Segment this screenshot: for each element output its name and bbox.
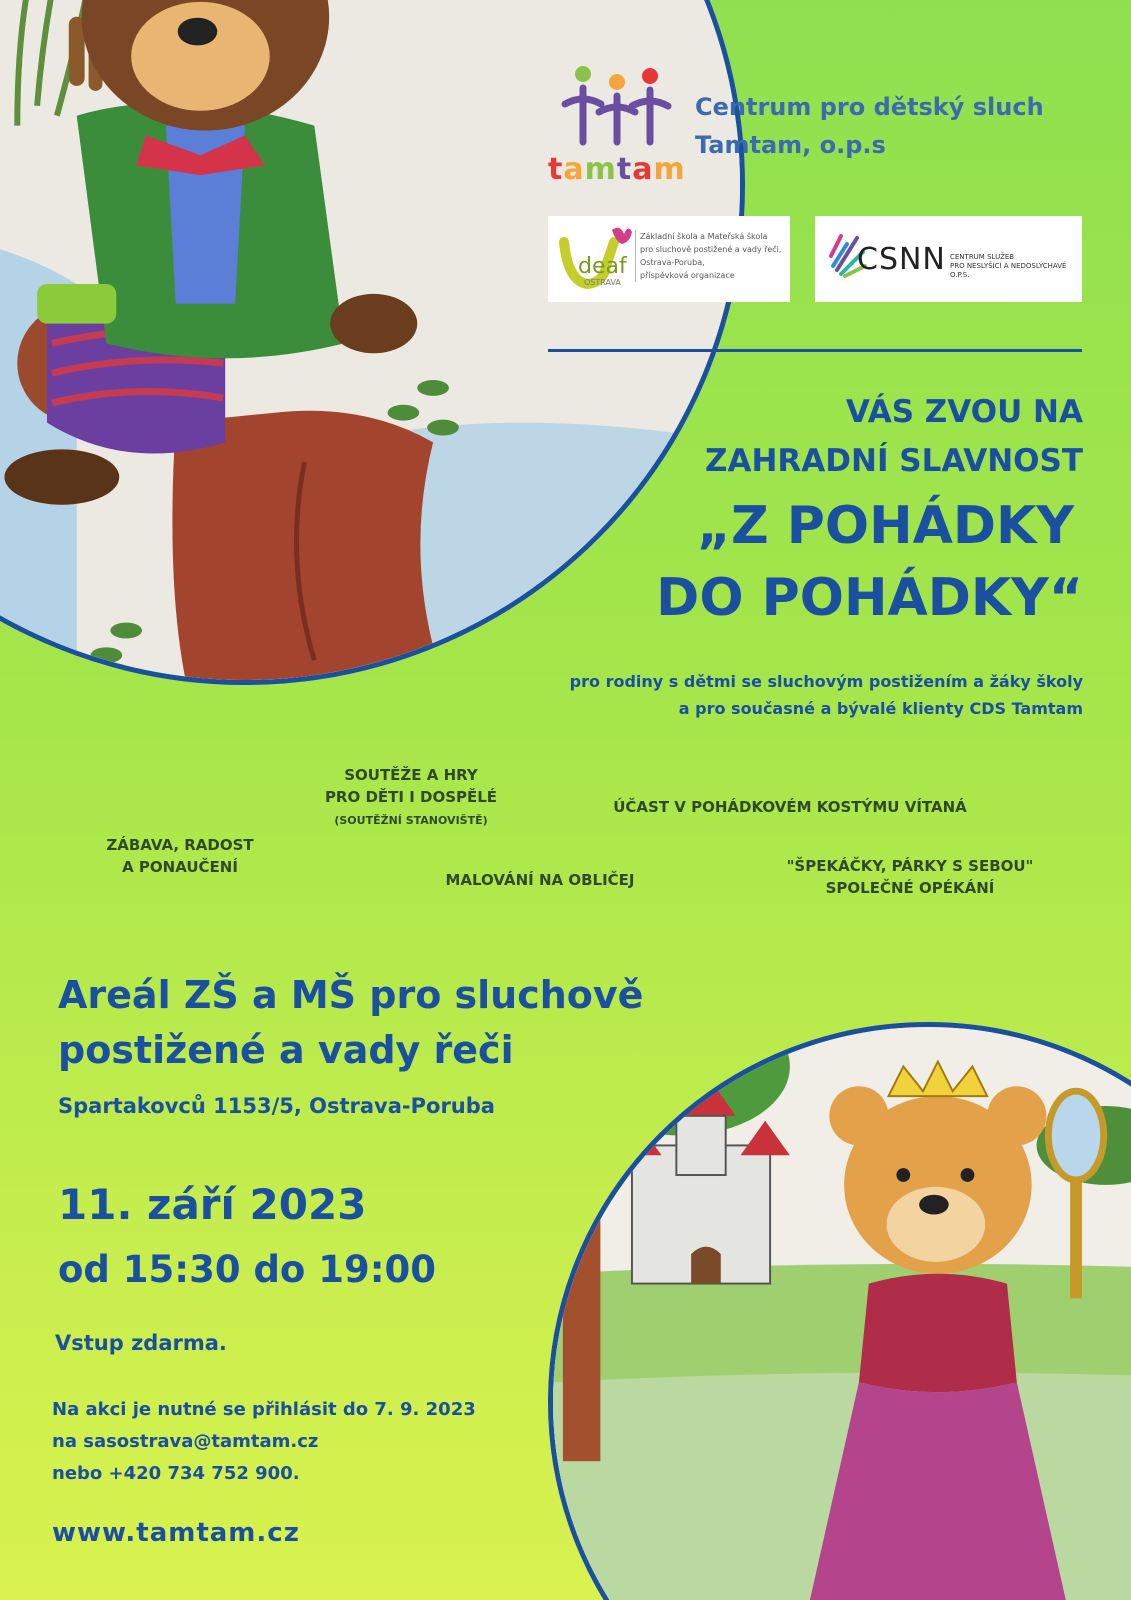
deaf-name: deaf [578, 254, 627, 279]
tamtam-logo-word: tamtam [548, 152, 686, 187]
event-title-line1: „Z POHÁDKY [696, 496, 1074, 556]
activity-games [306, 764, 516, 832]
venue-address: Spartakovců 1153/5, Ostrava-Poruba [58, 1094, 495, 1118]
entry-info: Vstup zdarma. [55, 1331, 227, 1355]
organization-name [695, 88, 1044, 164]
deaf-sub: OSTRAVA [584, 278, 621, 287]
event-date: 11. září 2023 [58, 1180, 367, 1229]
activity-games-note: (SOUTĚŽNÍ STANOVIŠTĚ) [334, 814, 488, 827]
venue-line2: postižené a vady řeči [58, 1028, 514, 1072]
deaf-desc-2: pro sluchově postižené a vady řeči, [640, 245, 782, 254]
org-name-line2: Tamtam, o.p.s [695, 131, 886, 159]
website-link: www.tamtam.cz [52, 1518, 300, 1548]
activity-grill-line2: SPOLEČNÉ OPÉKÁNÍ [825, 879, 995, 897]
registration-line1: Na akci je nutné se přihlásit do 7. 9. 2023 [52, 1399, 476, 1420]
venue-name [58, 968, 643, 1078]
event-title-line2: DO POHÁDKY“ [656, 568, 1083, 628]
tamtam-logo-icon [555, 64, 675, 150]
bear-princess-drawing [553, 1027, 1131, 1600]
csnn-logo [815, 216, 1082, 302]
activity-fun-line2: A PONAUČENÍ [122, 858, 238, 876]
deaf-ostrava-logo [548, 216, 790, 302]
audience-line1: pro rodiny s dětmi se sluchovým postižením a žáky školy [569, 672, 1083, 691]
activity-grill-line1: "ŠPEKÁČKY, PÁRKY S SEBOU" [786, 857, 1034, 875]
org-name-line1: Centrum pro dětský sluch [695, 93, 1044, 121]
event-time: od 15:30 do 19:00 [58, 1248, 437, 1291]
deaf-desc-1: Základní škola a Mateřská škola [640, 232, 768, 241]
audience-text [570, 668, 1083, 722]
csnn-desc-3: O.P.S. [950, 271, 970, 279]
activity-games-line1: SOUTĚŽE A HRY [344, 766, 478, 784]
activity-costume: ÚČAST V POHÁDKOVÉM KOSTÝMU VÍTANÁ [613, 798, 967, 816]
deaf-desc-4: příspěvková organizace [640, 271, 735, 280]
csnn-desc-2: PRO NESLYŠÍCÍ A NEDOSLÝCHAVÉ [950, 262, 1067, 270]
registration-info [52, 1394, 476, 1490]
csnn-desc-1: CENTRUM SLUŽEB [950, 253, 1015, 261]
bear-illustration-bottom [548, 1022, 1131, 1600]
venue-line1: Areál ZŠ a MŠ pro sluchově [58, 973, 644, 1017]
deaf-desc-3: Ostrava-Poruba, [640, 258, 705, 267]
audience-line2: a pro současné a bývalé klienty CDS Tamtam [678, 699, 1083, 718]
activity-fun-line1: ZÁBAVA, RADOST [106, 836, 254, 854]
divider-line [548, 349, 1082, 352]
invitation-line2: ZAHRADNÍ SLAVNOST [704, 443, 1083, 479]
activity-grill [750, 855, 1070, 899]
activity-fun [80, 834, 280, 878]
csnn-description [950, 253, 1066, 280]
activity-face-painting: MALOVÁNÍ NA OBLIČEJ [445, 871, 635, 889]
registration-phone: nebo +420 734 752 900. [52, 1463, 300, 1484]
deaf-description [635, 230, 790, 282]
registration-email: na sasostrava@tamtam.cz [52, 1431, 319, 1452]
activity-games-line2: PRO DĚTI I DOSPĚLÉ [324, 788, 498, 806]
csnn-name: CSNN [857, 242, 946, 277]
invitation-line1: VÁS ZVOU NA [845, 394, 1083, 430]
